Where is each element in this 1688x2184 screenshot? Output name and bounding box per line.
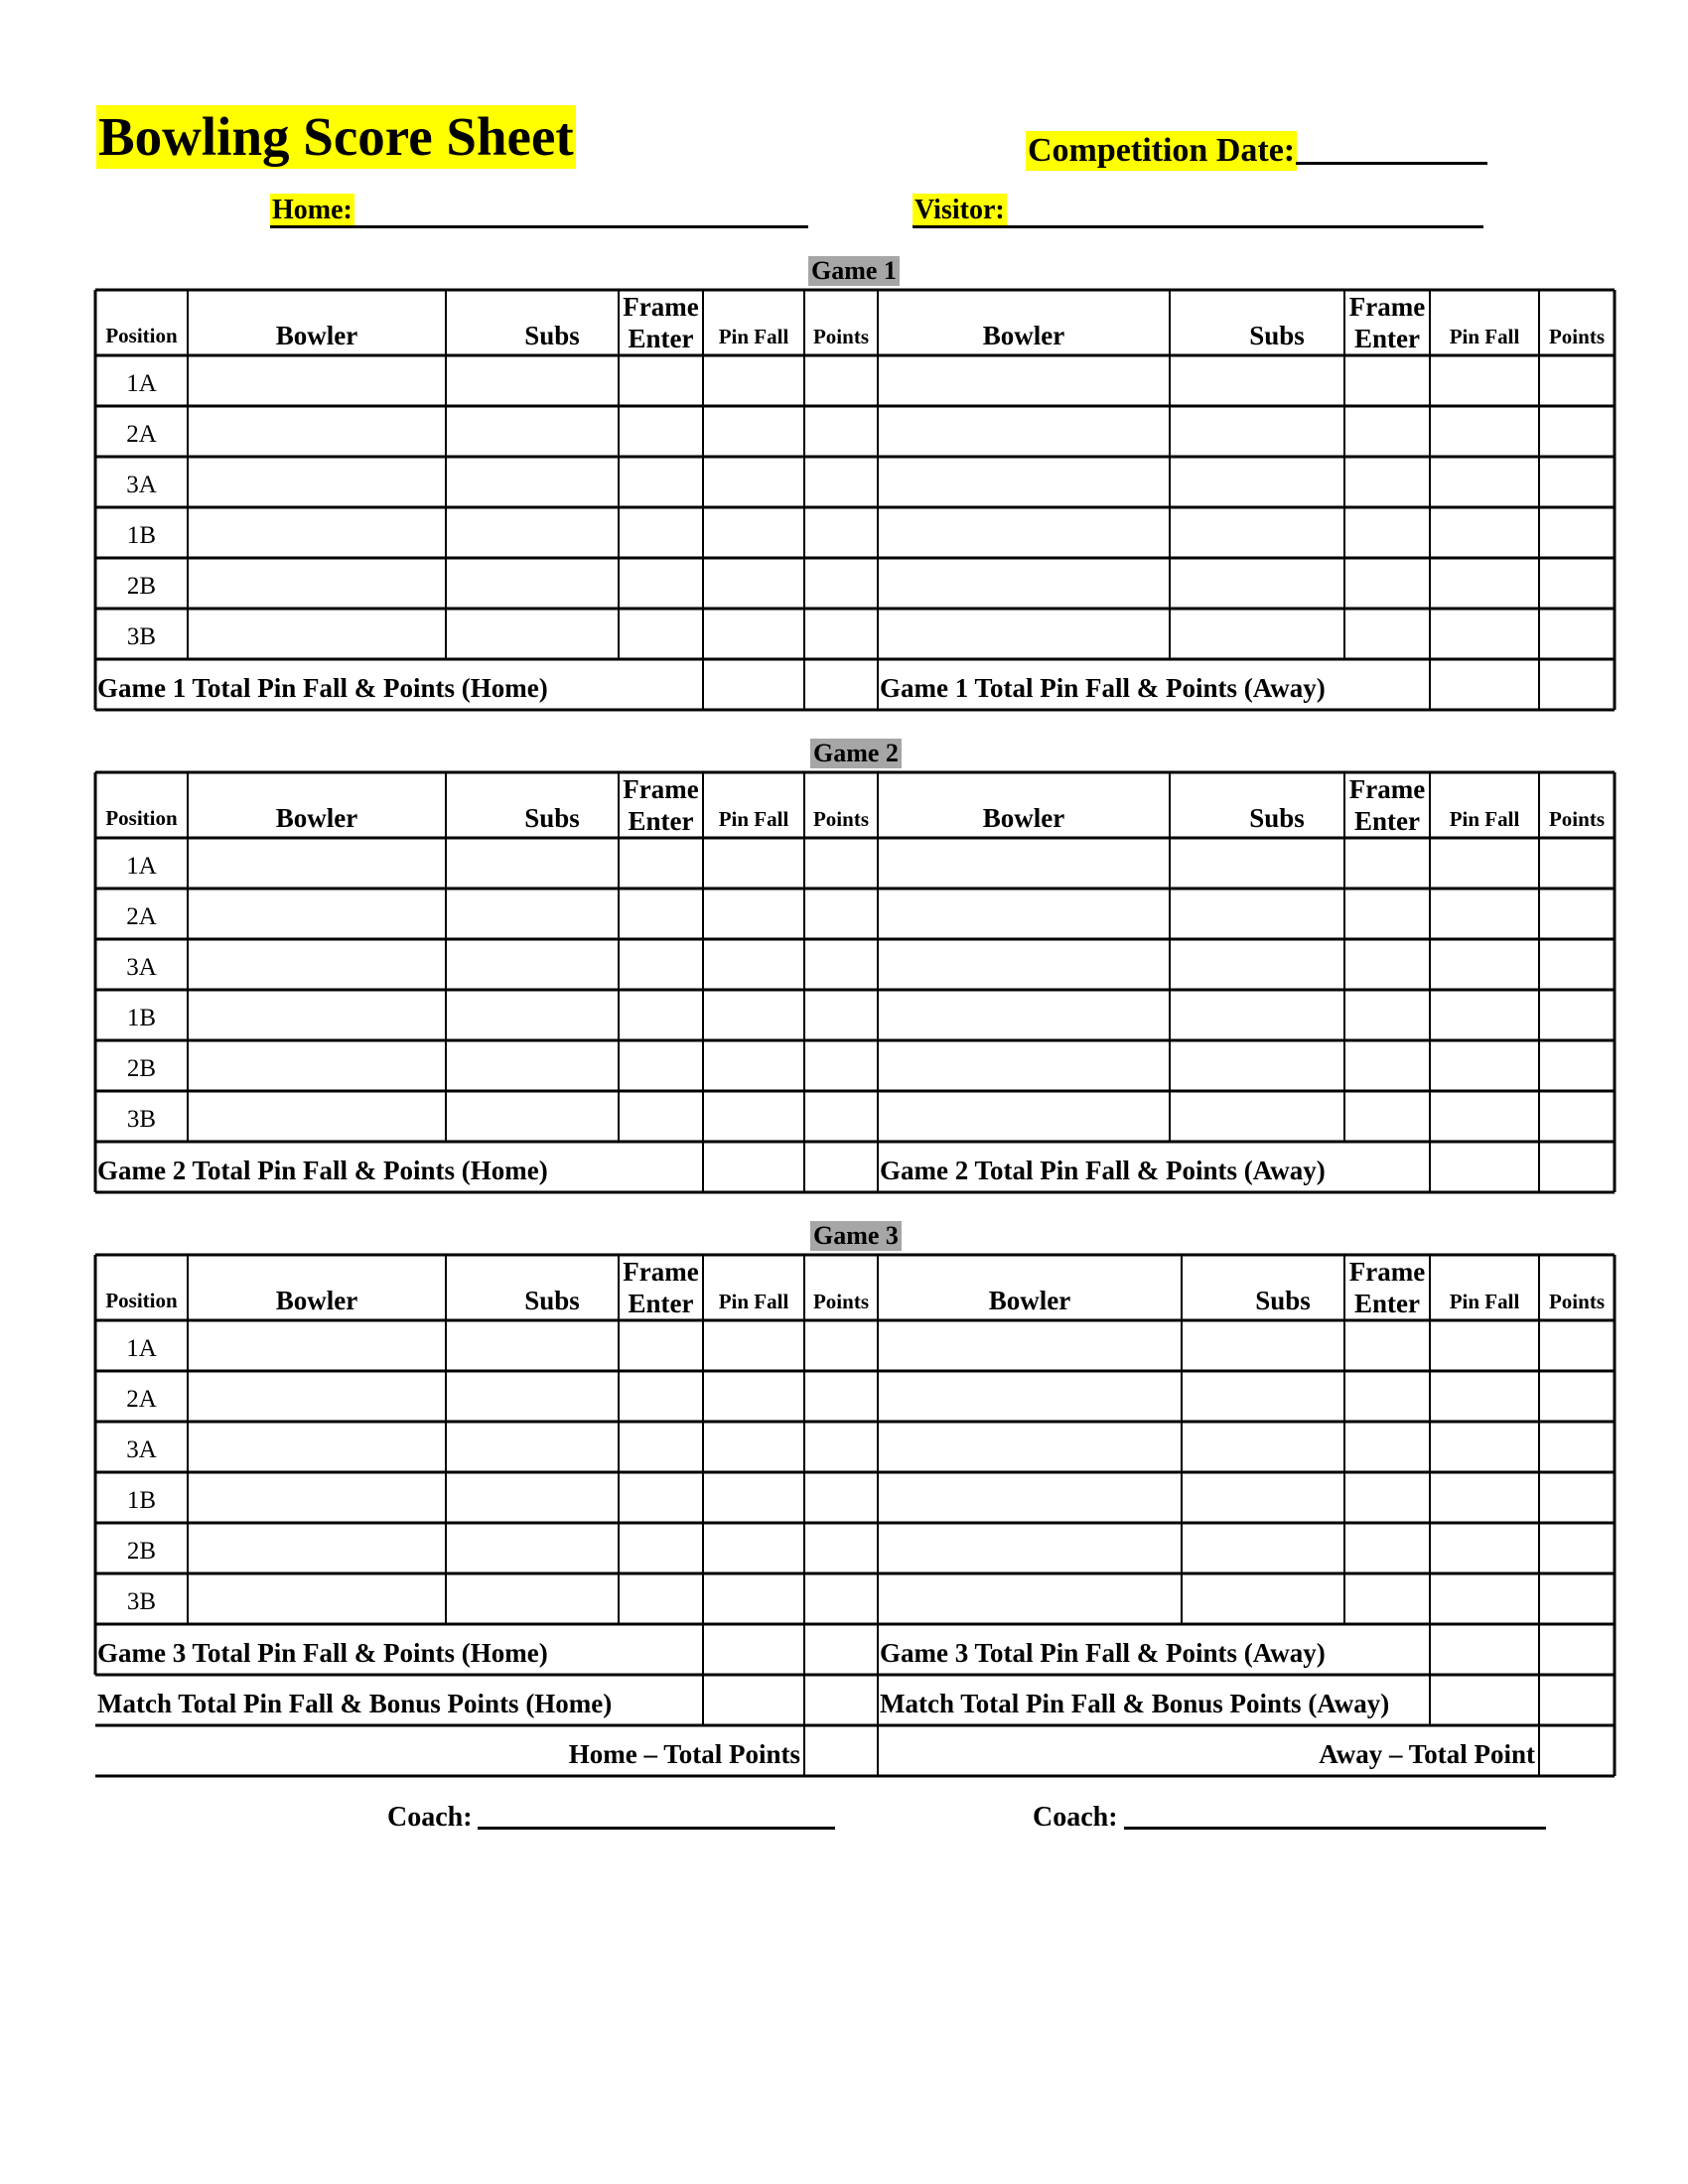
score-cell[interactable] (878, 507, 1170, 558)
score-cell[interactable] (1170, 838, 1344, 888)
score-cell[interactable] (804, 990, 878, 1040)
score-cell[interactable] (878, 1091, 1170, 1142)
score-cell[interactable] (446, 1091, 619, 1142)
score-cell[interactable] (1344, 990, 1430, 1040)
position-label: 2A (126, 903, 157, 930)
home-coach (387, 1802, 473, 1834)
bowler-header: Bowler (982, 803, 1065, 833)
score-cell[interactable] (1430, 838, 1539, 888)
score-cell[interactable] (1539, 609, 1615, 659)
score-cell[interactable] (703, 507, 804, 558)
away-total-points[interactable] (1539, 1624, 1615, 1675)
points-header: Points (812, 1290, 869, 1313)
away-total-points[interactable] (1539, 659, 1615, 710)
score-cell[interactable] (703, 1573, 804, 1624)
score-cell[interactable] (1344, 507, 1430, 558)
score-cell[interactable] (878, 888, 1170, 939)
score-cell[interactable] (804, 888, 878, 939)
score-cell[interactable] (446, 406, 619, 457)
home-total-pin-fall[interactable] (703, 1624, 804, 1675)
score-cell[interactable] (1539, 838, 1615, 888)
score-cell[interactable] (446, 838, 619, 888)
score-cell[interactable] (804, 355, 878, 406)
bowler-header: Bowler (275, 803, 358, 833)
frame-enter-header: Frame (623, 1257, 699, 1287)
score-cell[interactable] (878, 406, 1170, 457)
score-cell[interactable] (188, 1472, 446, 1523)
pin-fall-header: Pin Fall (1449, 1290, 1520, 1313)
score-cell[interactable] (1344, 355, 1430, 406)
score-cell[interactable] (1539, 507, 1615, 558)
score-cell[interactable] (188, 406, 446, 457)
score-cell[interactable] (1539, 1040, 1615, 1091)
home-total-points-field[interactable] (804, 1725, 878, 1776)
score-cell[interactable] (878, 609, 1170, 659)
pin-fall-header: Pin Fall (718, 1290, 789, 1313)
score-cell[interactable] (804, 1422, 878, 1472)
score-cell[interactable] (619, 990, 703, 1040)
score-cell[interactable] (703, 939, 804, 990)
away-total-pin-fall[interactable] (1430, 1624, 1539, 1675)
score-cell[interactable] (1344, 1422, 1430, 1472)
score-cell[interactable] (619, 1422, 703, 1472)
score-cell[interactable] (1344, 939, 1430, 990)
frame-enter-header: Enter (1354, 1289, 1420, 1318)
score-cell[interactable] (1539, 1523, 1615, 1573)
home-total-points[interactable] (804, 1142, 878, 1192)
score-cell[interactable] (619, 355, 703, 406)
score-cell[interactable] (188, 1040, 446, 1091)
score-cell[interactable] (1170, 457, 1344, 507)
score-cell[interactable] (1344, 558, 1430, 609)
score-cell[interactable] (878, 457, 1170, 507)
score-cell[interactable] (1170, 406, 1344, 457)
score-cell[interactable] (1170, 609, 1344, 659)
score-cell[interactable] (804, 1573, 878, 1624)
position-label: 2A (126, 421, 157, 448)
score-cell[interactable] (1539, 1573, 1615, 1624)
home-total-points[interactable] (804, 659, 878, 710)
frame-enter-header: Frame (1348, 774, 1426, 804)
pin-fall-header: Pin Fall (718, 807, 789, 831)
score-cell[interactable] (878, 1472, 1182, 1523)
home-game-total-label: Game 1 Total Pin Fall & Points (Home) (97, 673, 548, 703)
score-cell[interactable] (446, 1040, 619, 1091)
position-label: 3A (126, 472, 157, 498)
score-cell[interactable] (703, 558, 804, 609)
score-cell[interactable] (188, 838, 446, 888)
home-match-bonus-points[interactable] (804, 1675, 878, 1725)
points-header: Points (812, 807, 869, 831)
score-cell[interactable] (804, 558, 878, 609)
score-cell[interactable] (1539, 355, 1615, 406)
home-team-field[interactable] (270, 225, 808, 228)
subs-header: Subs (1255, 1286, 1311, 1315)
bowler-header: Bowler (275, 321, 358, 350)
score-cell[interactable] (446, 1371, 619, 1422)
home-total-points-label: Home – Total Points (568, 1739, 800, 1769)
frame-enter-header: Frame (1348, 1257, 1426, 1287)
score-cell[interactable] (804, 838, 878, 888)
score-cell[interactable] (878, 1523, 1182, 1573)
home-match-total-label: Match Total Pin Fall & Bonus Points (Home) (97, 1689, 613, 1718)
score-cell[interactable] (188, 1091, 446, 1142)
frame-enter-header: Frame (623, 774, 699, 804)
score-cell[interactable] (804, 457, 878, 507)
frame-enter-header: Enter (628, 324, 694, 353)
away-match-bonus-points[interactable] (1539, 1675, 1615, 1725)
score-cell[interactable] (1170, 888, 1344, 939)
score-cell[interactable] (1539, 558, 1615, 609)
score-cell[interactable] (1344, 1523, 1430, 1573)
score-cell[interactable] (446, 507, 619, 558)
score-cell[interactable] (446, 1422, 619, 1472)
score-cell[interactable] (1539, 457, 1615, 507)
away-total-points-label: Away – Total Point (1319, 1739, 1535, 1769)
home-game-total-label: Game 2 Total Pin Fall & Points (Home) (97, 1156, 548, 1185)
score-cell[interactable] (804, 406, 878, 457)
away-total-points[interactable] (1539, 1142, 1615, 1192)
score-cell[interactable] (878, 558, 1170, 609)
score-cell[interactable] (1539, 990, 1615, 1040)
points-header: Points (1548, 807, 1605, 831)
score-cell[interactable] (804, 939, 878, 990)
score-cell[interactable] (619, 1472, 703, 1523)
position-header: Position (105, 1289, 178, 1312)
score-cell[interactable] (446, 1472, 619, 1523)
away-total-pin-fall[interactable] (1430, 659, 1539, 710)
score-cell[interactable] (1430, 990, 1539, 1040)
score-cell[interactable] (1430, 1091, 1539, 1142)
score-cell[interactable] (1170, 355, 1344, 406)
score-cell[interactable] (703, 838, 804, 888)
position-label: 1A (126, 853, 157, 880)
score-cell[interactable] (1539, 1472, 1615, 1523)
score-cell[interactable] (1430, 1320, 1539, 1371)
score-cell[interactable] (703, 355, 804, 406)
score-cell[interactable] (1170, 1040, 1344, 1091)
score-cell[interactable] (1430, 1422, 1539, 1472)
subs-header: Subs (524, 1286, 580, 1315)
score-cell[interactable] (619, 888, 703, 939)
score-cell[interactable] (188, 355, 446, 406)
subs-header: Subs (524, 803, 580, 833)
points-header: Points (1548, 325, 1605, 348)
position-header: Position (105, 806, 178, 830)
score-cell[interactable] (619, 838, 703, 888)
score-cell[interactable] (619, 457, 703, 507)
score-cell[interactable] (446, 939, 619, 990)
subs-header: Subs (524, 321, 580, 350)
score-cell[interactable] (188, 1320, 446, 1371)
home-total-pin-fall[interactable] (703, 659, 804, 710)
score-cell[interactable] (619, 939, 703, 990)
subs-header: Subs (1249, 803, 1305, 833)
score-cell[interactable] (1344, 1320, 1430, 1371)
score-cell[interactable] (446, 558, 619, 609)
score-cell[interactable] (878, 1422, 1182, 1472)
position-label: 3B (126, 1588, 157, 1615)
position-label: 2A (126, 1386, 157, 1413)
score-cell[interactable] (1539, 1320, 1615, 1371)
score-cell[interactable] (619, 558, 703, 609)
score-cell[interactable] (446, 457, 619, 507)
game-label: Game 3 (810, 1221, 902, 1251)
score-cell[interactable] (1344, 406, 1430, 457)
visitor-team-field[interactable] (913, 225, 1483, 228)
score-cell[interactable] (188, 1573, 446, 1624)
position-label: 3A (126, 954, 157, 981)
home-game-total-label: Game 3 Total Pin Fall & Points (Home) (97, 1638, 548, 1668)
score-cell[interactable] (1344, 888, 1430, 939)
score-cell[interactable] (1344, 1573, 1430, 1624)
score-cell[interactable] (1430, 939, 1539, 990)
score-cell[interactable] (878, 838, 1170, 888)
visitor-label: Visitor: (914, 195, 1005, 225)
frame-enter-header: Enter (1354, 806, 1420, 836)
score-cell[interactable] (619, 1320, 703, 1371)
score-cell[interactable] (703, 888, 804, 939)
score-cell[interactable] (188, 1371, 446, 1422)
score-cell[interactable] (619, 609, 703, 659)
frame-enter-header: Frame (623, 292, 699, 322)
away-game-total-label: Game 2 Total Pin Fall & Points (Away) (880, 1156, 1326, 1185)
away-match-total-label: Match Total Pin Fall & Bonus Points (Away) (880, 1689, 1390, 1718)
position-label: 1A (126, 370, 157, 397)
competition-date-field[interactable] (1296, 162, 1487, 165)
score-cell[interactable] (878, 990, 1170, 1040)
score-cell[interactable] (1539, 1422, 1615, 1472)
score-cell[interactable] (446, 355, 619, 406)
score-cell[interactable] (1430, 609, 1539, 659)
score-cell[interactable] (804, 1040, 878, 1091)
score-cell[interactable] (1170, 939, 1344, 990)
home-match-pin-fall[interactable] (703, 1675, 804, 1725)
score-cell[interactable] (1182, 1573, 1344, 1624)
points-header: Points (812, 325, 869, 348)
score-cell[interactable] (619, 1040, 703, 1091)
score-cell[interactable] (1170, 507, 1344, 558)
frame-enter-header: Enter (628, 1289, 694, 1318)
position-label: 3A (126, 1436, 157, 1463)
score-cell[interactable] (1430, 558, 1539, 609)
score-cell[interactable] (878, 939, 1170, 990)
score-cell[interactable] (1170, 990, 1344, 1040)
score-cell[interactable] (1170, 558, 1344, 609)
score-cell[interactable] (1344, 1371, 1430, 1422)
competition-date-label: Competition Date: (1028, 132, 1296, 169)
pin-fall-header: Pin Fall (1449, 807, 1520, 831)
score-cell[interactable] (1539, 1091, 1615, 1142)
score-cell[interactable] (1430, 1523, 1539, 1573)
score-cell[interactable] (1539, 406, 1615, 457)
score-cell[interactable] (1430, 355, 1539, 406)
score-cell[interactable] (703, 990, 804, 1040)
score-cell[interactable] (1430, 1040, 1539, 1091)
game-label: Game 1 (808, 256, 900, 286)
score-cell[interactable] (878, 1371, 1182, 1422)
score-cell[interactable] (878, 1320, 1182, 1371)
score-cell[interactable] (804, 507, 878, 558)
score-cell[interactable] (1182, 1371, 1344, 1422)
score-cell[interactable] (1182, 1422, 1344, 1472)
score-cell[interactable] (1430, 1573, 1539, 1624)
pin-fall-header: Pin Fall (718, 325, 789, 348)
score-cell[interactable] (804, 609, 878, 659)
score-cell[interactable] (703, 1523, 804, 1573)
position-label: 2B (126, 573, 157, 600)
away-game-total-label: Game 3 Total Pin Fall & Points (Away) (880, 1638, 1326, 1668)
position-label: 2B (126, 1538, 157, 1565)
score-cell[interactable] (1539, 888, 1615, 939)
position-label: 1A (126, 1335, 157, 1362)
score-cell[interactable] (1344, 457, 1430, 507)
score-cell[interactable] (1430, 457, 1539, 507)
score-cell[interactable] (878, 355, 1170, 406)
frame-enter-header: Enter (1354, 324, 1420, 353)
score-cell[interactable] (619, 1573, 703, 1624)
score-cell[interactable] (188, 457, 446, 507)
score-cell[interactable] (1539, 1371, 1615, 1422)
frame-enter-header: Frame (1348, 292, 1426, 322)
score-cell[interactable] (619, 1371, 703, 1422)
frame-enter-header: Enter (628, 806, 694, 836)
position-header: Position (105, 324, 178, 347)
score-cell[interactable] (703, 406, 804, 457)
game-label: Game 2 (810, 739, 902, 768)
score-cell[interactable] (703, 1091, 804, 1142)
score-cell[interactable] (446, 990, 619, 1040)
score-cell[interactable] (1344, 609, 1430, 659)
score-cell[interactable] (188, 939, 446, 990)
score-cell[interactable] (446, 1320, 619, 1371)
away-coach (1033, 1802, 1118, 1834)
score-cell[interactable] (703, 1422, 804, 1472)
score-cell[interactable] (1344, 838, 1430, 888)
bowler-header: Bowler (982, 321, 1065, 350)
score-cell[interactable] (1182, 1320, 1344, 1371)
score-cell[interactable] (878, 1573, 1182, 1624)
position-label: 1B (126, 1487, 157, 1514)
away-coach-field[interactable] (1124, 1827, 1546, 1830)
score-cell[interactable] (188, 609, 446, 659)
score-cell[interactable] (446, 1523, 619, 1573)
score-cell[interactable] (446, 888, 619, 939)
score-cell[interactable] (619, 507, 703, 558)
score-cell[interactable] (446, 609, 619, 659)
score-cell[interactable] (1430, 888, 1539, 939)
page-title: Bowling Score Sheet (98, 106, 574, 167)
score-cell[interactable] (1430, 406, 1539, 457)
score-cell[interactable] (619, 1523, 703, 1573)
score-cell[interactable] (703, 1320, 804, 1371)
pin-fall-header: Pin Fall (1449, 325, 1520, 348)
score-cell[interactable] (1344, 1472, 1430, 1523)
points-header: Points (1548, 1290, 1605, 1313)
home-total-pin-fall[interactable] (703, 1142, 804, 1192)
score-cell[interactable] (1170, 1091, 1344, 1142)
score-cell[interactable] (703, 1040, 804, 1091)
score-cell[interactable] (804, 1523, 878, 1573)
score-cell[interactable] (703, 1371, 804, 1422)
bowler-header: Bowler (988, 1286, 1071, 1315)
score-cell[interactable] (619, 1091, 703, 1142)
home-coach-label: Coach: (387, 1802, 473, 1833)
home-label: Home: (272, 195, 352, 225)
score-cell[interactable] (703, 457, 804, 507)
away-coach-label: Coach: (1033, 1802, 1118, 1833)
score-cell[interactable] (1539, 939, 1615, 990)
score-cell[interactable] (804, 1091, 878, 1142)
away-match-pin-fall[interactable] (1430, 1675, 1539, 1725)
score-cell[interactable] (1430, 1371, 1539, 1422)
score-cell[interactable] (188, 990, 446, 1040)
away-total-points-field[interactable] (1539, 1725, 1615, 1776)
score-cell[interactable] (878, 1040, 1170, 1091)
score-cell[interactable] (1344, 1040, 1430, 1091)
bowler-header: Bowler (275, 1286, 358, 1315)
home-coach-field[interactable] (478, 1827, 835, 1830)
position-label: 3B (126, 623, 157, 650)
score-cell[interactable] (1182, 1523, 1344, 1573)
score-cell[interactable] (804, 1320, 878, 1371)
score-cell[interactable] (619, 406, 703, 457)
score-cell[interactable] (804, 1371, 878, 1422)
position-label: 2B (126, 1055, 157, 1082)
score-cell[interactable] (703, 609, 804, 659)
score-cell[interactable] (1344, 1091, 1430, 1142)
position-label: 1B (126, 1005, 157, 1031)
score-cell[interactable] (804, 1472, 878, 1523)
subs-header: Subs (1249, 321, 1305, 350)
score-cell[interactable] (188, 1422, 446, 1472)
score-cell[interactable] (1182, 1472, 1344, 1523)
score-cell[interactable] (188, 888, 446, 939)
home-total-points[interactable] (804, 1624, 878, 1675)
position-label: 3B (126, 1106, 157, 1133)
score-cell[interactable] (188, 558, 446, 609)
score-cell[interactable] (188, 1523, 446, 1573)
score-cell[interactable] (1430, 1472, 1539, 1523)
score-cell[interactable] (703, 1472, 804, 1523)
away-game-total-label: Game 1 Total Pin Fall & Points (Away) (880, 673, 1326, 703)
score-cell[interactable] (446, 1573, 619, 1624)
position-label: 1B (126, 522, 157, 549)
score-cell[interactable] (188, 507, 446, 558)
score-cell[interactable] (1430, 507, 1539, 558)
away-total-pin-fall[interactable] (1430, 1142, 1539, 1192)
